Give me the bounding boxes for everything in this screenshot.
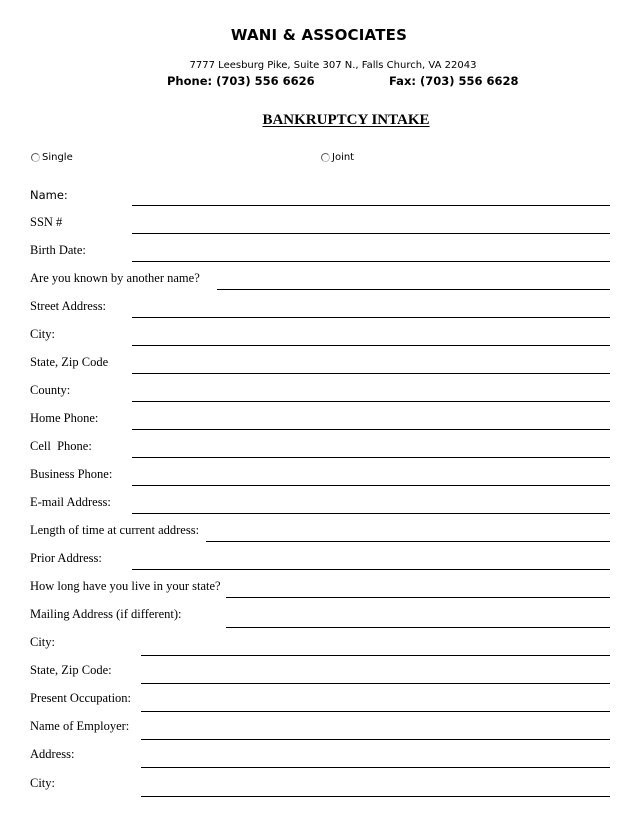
field-label: Birth Date: bbox=[30, 243, 86, 257]
field-label: State, Zip Code: bbox=[30, 663, 112, 677]
field-employer-city bbox=[30, 777, 610, 797]
field-input-line[interactable] bbox=[132, 513, 610, 514]
field-label: City: bbox=[30, 327, 56, 341]
field-label: County: bbox=[30, 383, 71, 397]
field-input-line[interactable] bbox=[226, 627, 610, 628]
field-input-line[interactable] bbox=[132, 485, 610, 486]
field-county bbox=[30, 382, 610, 402]
field-label: Present Occupation: bbox=[30, 691, 132, 705]
field-label: Home Phone: bbox=[30, 411, 99, 425]
field-label: City: bbox=[30, 776, 56, 790]
field-input-line[interactable] bbox=[141, 711, 610, 712]
field-label: SSN # bbox=[30, 215, 63, 229]
field-business-phone bbox=[30, 466, 610, 486]
field-other-name bbox=[30, 270, 610, 290]
field-employer-address bbox=[30, 748, 610, 768]
field-prior-address bbox=[30, 550, 610, 570]
field-label: Prior Address: bbox=[30, 551, 102, 565]
field-home-phone bbox=[30, 410, 610, 430]
field-input-line[interactable] bbox=[141, 683, 610, 684]
field-input-line[interactable] bbox=[132, 401, 610, 402]
field-input-line[interactable] bbox=[141, 655, 610, 656]
field-label: E-mail Address: bbox=[30, 495, 111, 509]
firm-fax: Fax: (703) 556 6628 bbox=[389, 74, 519, 88]
field-employer-name bbox=[30, 720, 610, 740]
field-input-line[interactable] bbox=[206, 541, 610, 542]
radio-single-label: Single bbox=[42, 152, 73, 163]
field-mailing-state-zip bbox=[30, 664, 610, 684]
field-input-line[interactable] bbox=[132, 429, 610, 430]
field-input-line[interactable] bbox=[217, 289, 610, 290]
field-cell-phone bbox=[30, 438, 610, 458]
field-input-line[interactable] bbox=[141, 796, 610, 797]
field-input-line[interactable] bbox=[141, 739, 610, 740]
firm-phone: Phone: (703) 556 6626 bbox=[167, 74, 315, 88]
field-street-address bbox=[30, 298, 610, 318]
radio-single[interactable] bbox=[31, 152, 73, 163]
field-input-line[interactable] bbox=[132, 261, 610, 262]
field-label: Address: bbox=[30, 747, 75, 761]
field-input-line[interactable] bbox=[132, 569, 610, 570]
field-input-line[interactable] bbox=[132, 317, 610, 318]
field-mailing-city bbox=[30, 636, 610, 656]
field-label: Cell Phone: bbox=[30, 439, 92, 453]
firm-address: 7777 Leesburg Pike, Suite 307 N., Falls Church, VA 22043 bbox=[189, 60, 477, 71]
field-time-in-state bbox=[30, 578, 610, 598]
field-mailing-address bbox=[30, 608, 610, 628]
field-label: State, Zip Code bbox=[30, 355, 109, 369]
field-label: Mailing Address (if different): bbox=[30, 607, 182, 621]
form-title: BANKRUPTCY INTAKE bbox=[262, 112, 430, 128]
field-label: Name: bbox=[30, 188, 68, 202]
field-name bbox=[30, 186, 610, 206]
field-input-line[interactable] bbox=[226, 597, 610, 598]
field-label: Business Phone: bbox=[30, 467, 113, 481]
field-input-line[interactable] bbox=[132, 345, 610, 346]
field-time-at-address bbox=[30, 522, 610, 542]
field-label: Name of Employer: bbox=[30, 719, 130, 733]
field-label: Are you known by another name? bbox=[30, 271, 200, 285]
field-city bbox=[30, 326, 610, 346]
field-ssn bbox=[30, 214, 610, 234]
field-label: City: bbox=[30, 635, 56, 649]
field-label: Street Address: bbox=[30, 299, 107, 313]
field-input-line[interactable] bbox=[132, 457, 610, 458]
field-state-zip bbox=[30, 354, 610, 374]
field-birth-date bbox=[30, 242, 610, 262]
field-label: How long have you live in your state? bbox=[30, 579, 221, 593]
field-occupation bbox=[30, 692, 610, 712]
field-label: Length of time at current address: bbox=[30, 523, 200, 537]
field-input-line[interactable] bbox=[132, 205, 610, 206]
radio-joint-label: Joint bbox=[332, 152, 355, 163]
field-input-line[interactable] bbox=[141, 767, 610, 768]
radio-circle-icon[interactable] bbox=[31, 153, 40, 162]
radio-circle-icon[interactable] bbox=[321, 153, 330, 162]
field-input-line[interactable] bbox=[132, 233, 610, 234]
radio-joint[interactable] bbox=[321, 152, 354, 163]
firm-name: WANI & ASSOCIATES bbox=[230, 26, 408, 44]
field-email bbox=[30, 494, 610, 514]
field-input-line[interactable] bbox=[132, 373, 610, 374]
